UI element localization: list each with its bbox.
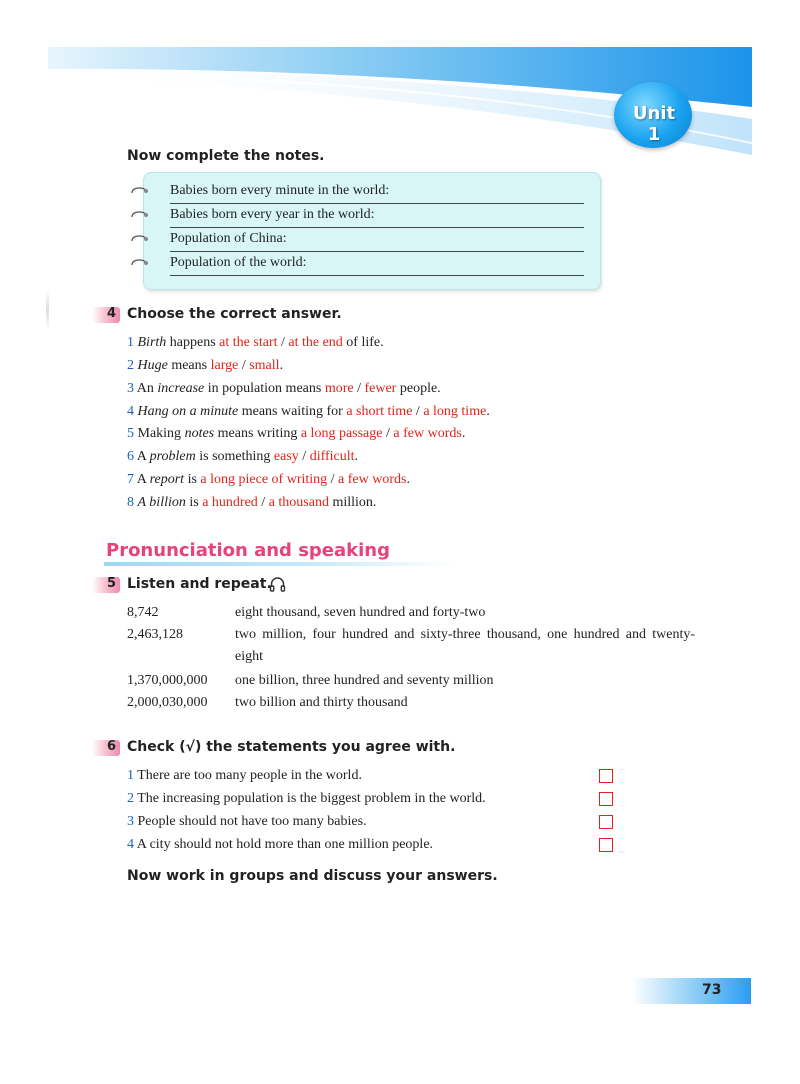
answer-option[interactable]: a long time (423, 404, 487, 419)
answer-option[interactable]: small (249, 358, 280, 373)
option-separator: / (298, 449, 310, 464)
exercise-number: 5 (106, 576, 116, 591)
stem-text: is (184, 472, 201, 487)
margin-mark (46, 290, 49, 330)
item-number: 8 (127, 495, 134, 510)
question-item (127, 380, 441, 398)
key-term: notes (184, 426, 215, 441)
section-underline (104, 562, 454, 566)
statement-item (127, 813, 367, 831)
answer-option[interactable]: a few words (393, 426, 462, 441)
exercise-4-title: Choose the correct answer. (127, 306, 342, 322)
agree-checkbox[interactable] (599, 769, 613, 783)
answer-option[interactable]: easy (273, 449, 299, 464)
item-number: 7 (127, 472, 134, 487)
answer-option[interactable]: fewer (364, 381, 397, 396)
option-separator: / (412, 404, 424, 419)
exercise-5-title: Listen and repeat. (127, 576, 272, 592)
headphones-icon[interactable] (269, 576, 286, 593)
item-number: 2 (127, 791, 134, 806)
stem-end-text: . (486, 404, 490, 419)
stem-text: means waiting for (238, 404, 347, 419)
option-separator: / (238, 358, 250, 373)
option-separator: / (327, 472, 339, 487)
statement-text: There are too many people in the world. (137, 768, 362, 783)
item-number: 1 (127, 768, 134, 783)
spiral-ring-icon (130, 210, 150, 220)
statement-text: People should not have too many babies. (137, 814, 367, 829)
stem-end-text: . (279, 358, 284, 373)
item-number: 4 (127, 404, 134, 419)
exercise-number-tab (92, 307, 120, 323)
question-item (127, 494, 376, 512)
exercise-number: 4 (106, 306, 116, 321)
spiral-ring-icon (130, 234, 150, 244)
option-separator: / (277, 335, 289, 350)
exercise-number-tab (92, 577, 120, 593)
exercise-number: 6 (106, 739, 116, 754)
option-separator: / (382, 426, 394, 441)
answer-option[interactable]: a long piece of writing (200, 472, 328, 487)
item-number: 6 (127, 449, 134, 464)
stem-end-text: of life. (342, 335, 384, 350)
key-term: Birth (137, 335, 167, 350)
item-number: 2 (127, 358, 134, 373)
answer-option[interactable]: at the start (219, 335, 278, 350)
pron-words: two million, four hundred and sixty-three thousand, one hundred and twenty-eight (235, 627, 695, 664)
statement-item (127, 767, 362, 785)
spiral-ring-icon (130, 186, 150, 196)
note-line[interactable]: Population of China: (170, 230, 584, 252)
answer-option[interactable]: a few words (338, 472, 407, 487)
answer-option[interactable]: more (324, 381, 354, 396)
pron-words: eight thousand, seven hundred and forty-two (235, 605, 486, 620)
answer-option[interactable]: a thousand (268, 495, 329, 510)
exercise-6-title: Check (√) the statements you agree with. (127, 739, 456, 755)
pron-number: 2,463,128 (127, 627, 183, 642)
stem-text: means (167, 358, 211, 373)
key-term: increase (157, 381, 205, 396)
agree-checkbox[interactable] (599, 815, 613, 829)
note-line[interactable]: Babies born every year in the world: (170, 206, 584, 228)
page-number-tab (632, 978, 751, 1004)
stem-text: happens (166, 335, 220, 350)
key-term: Huge (137, 358, 168, 373)
answer-option[interactable]: difficult (309, 449, 355, 464)
stem-text: is (185, 495, 203, 510)
agree-checkbox[interactable] (599, 792, 613, 806)
note-line[interactable]: Population of the world: (170, 254, 584, 276)
spiral-ring-icon (130, 258, 150, 268)
key-term: A billion (137, 495, 186, 510)
answer-option[interactable]: a long passage (300, 426, 383, 441)
lead-text: A (136, 449, 150, 464)
question-item (127, 448, 358, 466)
option-separator: / (353, 381, 365, 396)
option-separator: / (257, 495, 269, 510)
question-item (127, 334, 384, 352)
lead-text: An (136, 381, 158, 396)
item-number: 1 (127, 335, 134, 350)
pron-number: 1,370,000,000 (127, 673, 208, 688)
question-item (127, 471, 410, 489)
stem-end-text: . (406, 472, 410, 487)
key-term: problem (149, 449, 196, 464)
answer-option[interactable]: at the end (288, 335, 343, 350)
item-number: 4 (127, 837, 134, 852)
key-term: Hang on a minute (137, 404, 239, 419)
lead-text: Making (137, 426, 185, 441)
item-number: 3 (127, 814, 134, 829)
key-term: report (149, 472, 185, 487)
stem-end-text: people. (396, 381, 441, 396)
statement-item (127, 836, 433, 854)
stem-end-text: million. (328, 495, 377, 510)
statement-text: The increasing population is the biggest problem in the world. (137, 791, 486, 806)
statement-text: A city should not hold more than one million people. (136, 837, 434, 852)
answer-option[interactable]: a hundred (202, 495, 258, 510)
question-item (127, 403, 490, 421)
exercise-number-tab (92, 740, 120, 756)
stem-text: means writing (214, 426, 301, 441)
stem-end-text: . (354, 449, 359, 464)
stem-end-text: . (461, 426, 466, 441)
page-number: 73 (702, 982, 722, 998)
item-number: 5 (127, 426, 134, 441)
pron-number: 8,742 (127, 605, 159, 620)
section-title: Pronunciation and speaking (106, 540, 390, 561)
pron-number: 2,000,030,000 (127, 695, 208, 710)
answer-option[interactable]: large (210, 358, 239, 373)
unit-label: Unit 1 (632, 103, 676, 145)
pron-words: two billion and thirty thousand (235, 695, 408, 710)
item-number: 3 (127, 381, 134, 396)
lead-text: A (136, 472, 150, 487)
notes-heading: Now complete the notes. (127, 148, 325, 164)
answer-option[interactable]: a short time (346, 404, 413, 419)
pron-words: one billion, three hundred and seventy million (235, 673, 494, 688)
agree-checkbox[interactable] (599, 838, 613, 852)
note-line[interactable]: Babies born every minute in the world: (170, 182, 584, 204)
question-item (127, 357, 283, 375)
stem-text: in population means (204, 381, 325, 396)
followup-instruction: Now work in groups and discuss your answers. (127, 868, 498, 884)
statement-item (127, 790, 486, 808)
question-item (127, 425, 465, 443)
stem-text: is something (195, 449, 274, 464)
